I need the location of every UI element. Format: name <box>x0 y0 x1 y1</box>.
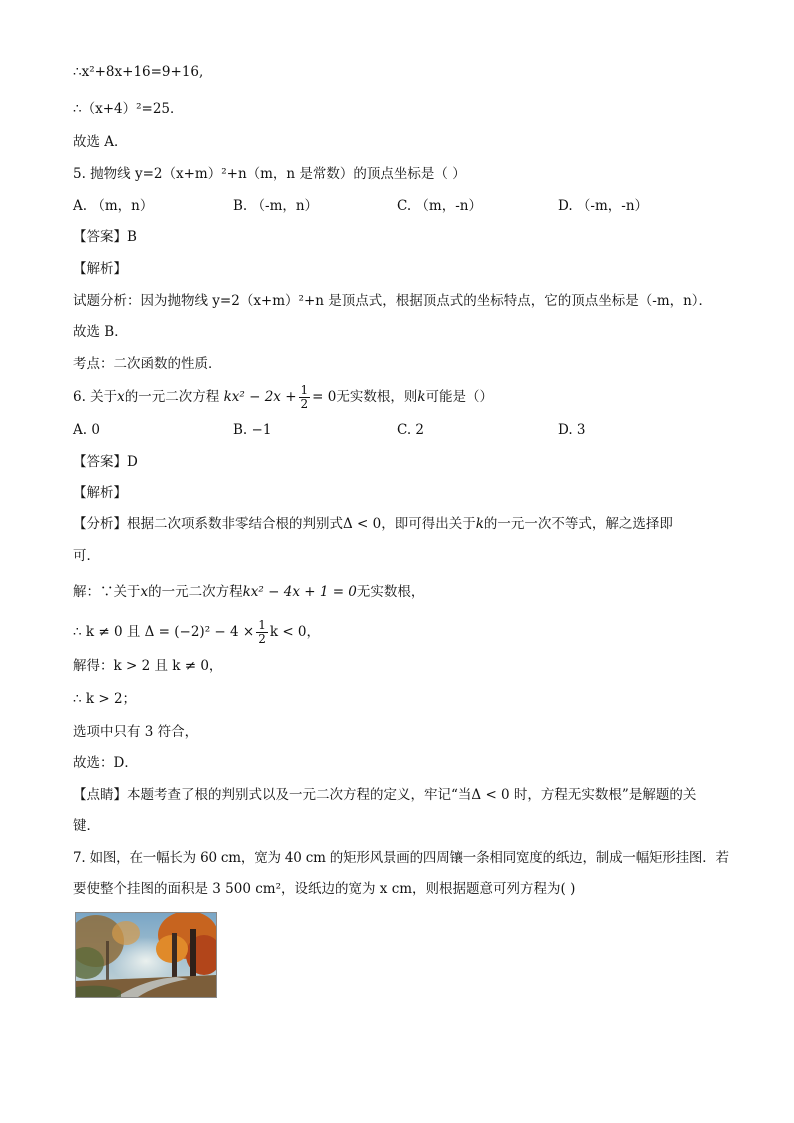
text-line: 考点：二次函数的性质． <box>73 356 222 372</box>
text-line: ∴ k > 2； <box>73 691 137 707</box>
text-line: 【点睛】本题考查了根的判别式以及一元二次方程的定义，牢记“当Δ < 0 时，方程无实数根”是解题的关 <box>73 787 697 803</box>
analysis-label: 【解析】 <box>73 485 127 501</box>
text-line: 键． <box>73 818 100 834</box>
option-a: A. 0 <box>73 422 100 438</box>
question-6: 6. 关于x的一元二次方程 kx² − 2x + $\frac{1}{2}$ = 0无实数根，则k可能是（） <box>73 383 494 411</box>
answer-label: 【答案】B <box>73 229 137 245</box>
text-line: ∴ k ≠ 0 且 Δ = (−2)² − 4 × $\frac{1}{2}$ k < 0， <box>73 618 321 646</box>
option-b: B. −1 <box>233 422 272 438</box>
equation: kx² − 4x + 1 = 0 <box>242 584 357 600</box>
fraction: $\frac{1}{2}$ <box>258 618 266 646</box>
text-line: 故选 A． <box>73 134 128 150</box>
text-line: 【分析】根据二次项系数非零结合根的判别式Δ < 0，即可得出关于k的一元一次不等式，解之选择即 <box>73 516 673 532</box>
question-7-cont: 要使整个挂图的面积是 3 500 cm²，设纸边的宽为 x cm，则根据题意可列方程为( ) <box>73 881 576 897</box>
option-a: A. （m，n） <box>73 198 154 214</box>
option-d: D. 3 <box>558 422 586 438</box>
question-6-options <box>73 420 733 440</box>
answer-label: 【答案】D <box>73 454 138 470</box>
text-line: 可． <box>73 548 100 564</box>
text-line: 故选：D． <box>73 755 138 771</box>
question-7: 7. 如图，在一幅长为 60 cm，宽为 40 cm 的矩形风景画的四周镶一条相同宽度的纸边，制成一幅矩形挂图．若 <box>73 850 729 866</box>
text-line: 选项中只有 3 符合， <box>73 724 199 740</box>
question-5: 5. 抛物线 y=2（x+m）²+n（m，n 是常数）的顶点坐标是（ ） <box>73 166 466 182</box>
fraction: $\frac{1}{2}$ <box>300 383 309 411</box>
landscape-painting-image <box>75 912 217 998</box>
question-5-options <box>73 196 733 216</box>
text-line: ∴x²+8x+16=9+16, <box>73 64 204 80</box>
text-line: 故选 B． <box>73 324 128 340</box>
painting-artwork <box>76 913 216 997</box>
text-line: ∴（x+4）²=25． <box>73 101 184 117</box>
text-line: 解得：k > 2 且 k ≠ 0， <box>73 658 223 674</box>
option-b: B. （-m，n） <box>233 198 319 214</box>
option-d: D. （-m，-n） <box>558 198 649 214</box>
analysis-label: 【解析】 <box>73 261 127 277</box>
text-line: 试题分析：因为抛物线 y=2（x+m）²+n 是顶点式，根据顶点式的坐标特点，它的顶点坐标是（-m，n）． <box>73 293 713 309</box>
text-line: 解：∵关于x的一元二次方程kx² − 4x + 1 = 0无实数根， <box>73 584 425 600</box>
equation: kx² − 2x + <box>223 389 297 405</box>
option-c: C. （m，-n） <box>397 198 482 214</box>
option-c: C. 2 <box>397 422 425 438</box>
